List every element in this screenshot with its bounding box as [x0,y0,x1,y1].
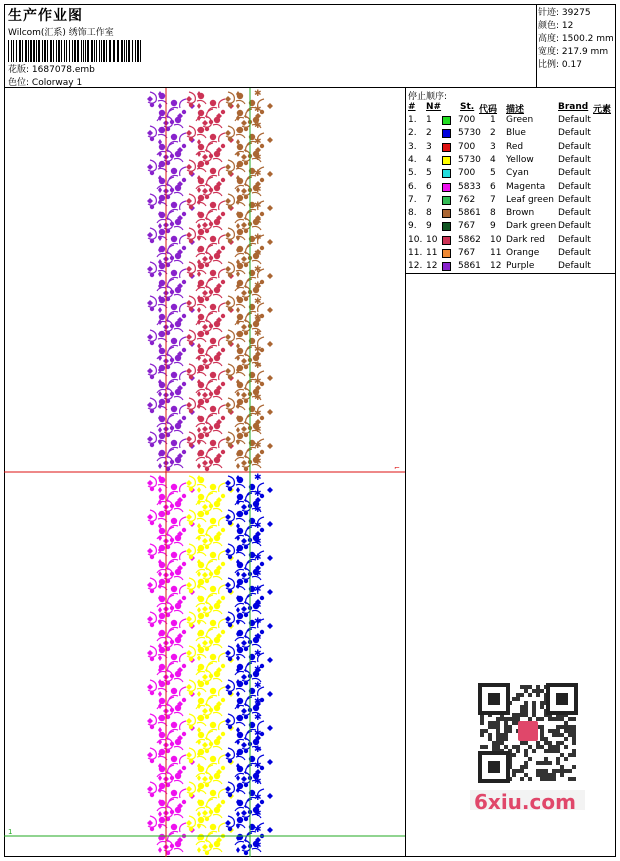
row-brand: Default [558,234,591,245]
svg-text:✱: ✱ [254,585,262,595]
stop-row [406,248,616,261]
svg-text:✱: ✱ [254,601,262,611]
svg-text:1: 1 [8,828,13,836]
svg-text:✱: ✱ [254,361,262,371]
row-stitches: 767 [458,248,476,258]
svg-text:✱: ✱ [254,121,262,131]
stop-row [406,182,616,195]
row-brand: Default [558,248,591,258]
row-description: Blue [506,128,526,139]
color-swatch [442,262,451,271]
svg-text:✱: ✱ [254,745,262,755]
design-label: 花版: [8,65,30,75]
row-index: 9. [408,221,417,232]
svg-text:✱: ✱ [254,761,262,771]
design-file-name: 1687078.emb [31,65,95,75]
svg-text:✱: ✱ [254,265,262,275]
row-number: 1 [426,115,432,125]
row-index: 2. [408,128,417,139]
svg-text:✱: ✱ [254,313,262,323]
svg-text:✱: ✱ [254,489,262,499]
svg-text:✱: ✱ [254,617,262,627]
color-swatch [442,129,451,138]
row-stitches: 700 [458,168,476,179]
svg-text:✱: ✱ [254,633,262,643]
svg-text:✱: ✱ [254,473,262,483]
svg-text:✱: ✱ [254,457,262,467]
svg-text:✱: ✱ [254,393,262,403]
svg-text:✱: ✱ [254,713,262,723]
row-number: 6 [426,181,432,192]
svg-text:✱: ✱ [254,217,262,227]
row-description: Yellow [506,154,534,165]
svg-text:✱: ✱ [254,233,262,243]
row-index: 4. [408,154,417,165]
row-code: 6 [490,181,496,192]
col-header-brand: Brand [558,102,589,112]
stop-sequence-title: 停止顺序: [408,92,448,102]
row-stitches: 762 [458,194,476,205]
row-code: 8 [490,208,496,219]
row-code: 2 [490,128,496,139]
row-description: Dark green [506,221,557,232]
row-description: Dark red [506,234,545,245]
row-code: 7 [490,194,496,205]
watermark-text: 6xiu.com [474,790,576,814]
row-brand: Default [558,128,591,139]
col-header-index: # [408,102,416,112]
row-number: 11 [426,248,438,258]
color-swatch [442,249,451,258]
stats-panel [537,4,616,88]
svg-text:✱: ✱ [254,537,262,547]
row-brand: Default [558,261,591,272]
stat-width: 宽度: 217.9 mm [538,47,609,57]
color-swatch [442,236,451,245]
qr-code [470,680,585,790]
svg-text:✱: ✱ [254,409,262,419]
header-info [4,4,537,88]
barcode [8,40,143,62]
row-code: 11 [490,248,502,258]
row-brand: Default [558,194,591,205]
svg-text:✱: ✱ [254,505,262,515]
row-stitches: 5861 [458,261,481,272]
svg-text:✱: ✱ [254,809,262,819]
row-number: 8 [426,208,432,219]
row-number: 5 [426,168,432,179]
row-stitches: 5862 [458,234,481,245]
row-stitches: 5730 [458,128,481,139]
svg-text:⌐: ⌐ [394,464,400,472]
row-index: 8. [408,208,417,219]
row-brand: Default [558,154,591,165]
svg-text:✱: ✱ [254,425,262,435]
svg-text:✱: ✱ [254,553,262,563]
row-index: 6. [408,181,417,192]
svg-text:✱: ✱ [254,249,262,259]
design-file-line [8,62,95,75]
svg-text:✱: ✱ [254,89,262,99]
row-code: 10 [490,234,502,245]
color-swatch [442,156,451,165]
row-brand: Default [558,181,591,192]
color-swatch [442,183,451,192]
svg-text:✱: ✱ [254,665,262,675]
row-brand: Default [558,221,591,232]
svg-text:✱: ✱ [254,697,262,707]
svg-text:✱: ✱ [254,793,262,803]
svg-text:✱: ✱ [254,137,262,147]
stat-height: 高度: 1500.2 mm [538,34,614,44]
row-number: 7 [426,194,432,205]
row-index: 7. [408,194,417,205]
design-preview [4,88,406,857]
svg-text:✱: ✱ [254,521,262,531]
row-index: 11. [408,248,423,258]
svg-text:✱: ✱ [254,649,262,659]
stop-row [406,195,616,208]
row-code: 1 [490,115,496,125]
colorway-value: Colorway 1 [31,78,83,88]
stat-stitches: 针迹: 39275 [538,8,591,18]
svg-text:✱: ✱ [254,777,262,787]
row-stitches: 767 [458,221,476,232]
row-stitches: 700 [458,141,476,152]
stop-row [406,235,616,248]
svg-text:✱: ✱ [254,169,262,179]
stop-row [406,168,616,181]
stop-row [406,142,616,155]
col-header-element: 元素 [593,105,612,115]
row-index: 3. [408,141,417,152]
row-number: 4 [426,154,432,165]
row-description: Cyan [506,168,529,179]
svg-text:✱: ✱ [254,153,262,163]
row-number: 3 [426,141,432,152]
svg-text:✱: ✱ [254,297,262,307]
stop-row [406,128,616,141]
row-description: Green [506,115,534,125]
embroidery-design [4,88,406,857]
svg-text:✱: ✱ [254,377,262,387]
stop-row [406,115,616,128]
page-title: 生产作业图 [8,8,83,24]
row-number: 9 [426,221,432,232]
row-number: 10 [426,234,438,245]
stat-colors: 颜色: 12 [538,21,574,31]
svg-text:✱: ✱ [254,841,262,851]
svg-text:✱: ✱ [254,185,262,195]
row-brand: Default [558,168,591,179]
color-swatch [442,169,451,178]
colorway-line [8,75,82,88]
stop-row [406,155,616,168]
stop-row [406,221,616,234]
row-index: 10. [408,234,423,245]
color-swatch [442,116,451,125]
row-index: 1. [408,115,417,125]
col-header-description: 描述 [506,105,525,115]
stop-row [406,261,616,274]
row-index: 5. [408,168,417,179]
svg-text:✱: ✱ [254,681,262,691]
colorway-label: 色位: [8,78,30,88]
row-code: 3 [490,141,496,152]
row-description: Leaf green [506,194,554,205]
row-description: Purple [506,261,535,272]
col-header-number: N# [426,102,442,112]
row-brand: Default [558,141,591,152]
svg-text:✱: ✱ [254,569,262,579]
studio-name: Wilcom(汇系) 绣饰工作室 [8,28,114,38]
svg-text:✱: ✱ [254,105,262,115]
stop-row [406,208,616,221]
row-code: 4 [490,154,496,165]
row-brand: Default [558,208,591,219]
row-brand: Default [558,115,591,125]
color-swatch [442,222,451,231]
svg-text:✱: ✱ [254,281,262,291]
row-description: Orange [506,248,540,258]
row-code: 5 [490,168,496,179]
row-code: 9 [490,221,496,232]
row-description: Magenta [506,181,546,192]
col-header-code: 代码 [479,105,498,115]
color-swatch [442,209,451,218]
row-description: Red [506,141,524,152]
row-description: Brown [506,208,535,219]
color-swatch [442,196,451,205]
svg-text:✱: ✱ [254,345,262,355]
color-swatch [442,143,451,152]
col-header-stitches: St. [460,102,475,112]
row-stitches: 5833 [458,181,481,192]
stop-sequence-panel [406,88,616,274]
row-code: 12 [490,261,502,272]
svg-text:✱: ✱ [254,441,262,451]
svg-text:✱: ✱ [254,329,262,339]
row-stitches: 5730 [458,154,481,165]
stat-scale: 比例: 0.17 [538,60,582,70]
svg-text:✱: ✱ [254,201,262,211]
row-index: 12. [408,261,423,272]
row-stitches: 5861 [458,208,481,219]
row-stitches: 700 [458,115,476,125]
row-number: 12 [426,261,438,272]
svg-text:✱: ✱ [254,825,262,835]
svg-text:✱: ✱ [254,729,262,739]
row-number: 2 [426,128,432,139]
